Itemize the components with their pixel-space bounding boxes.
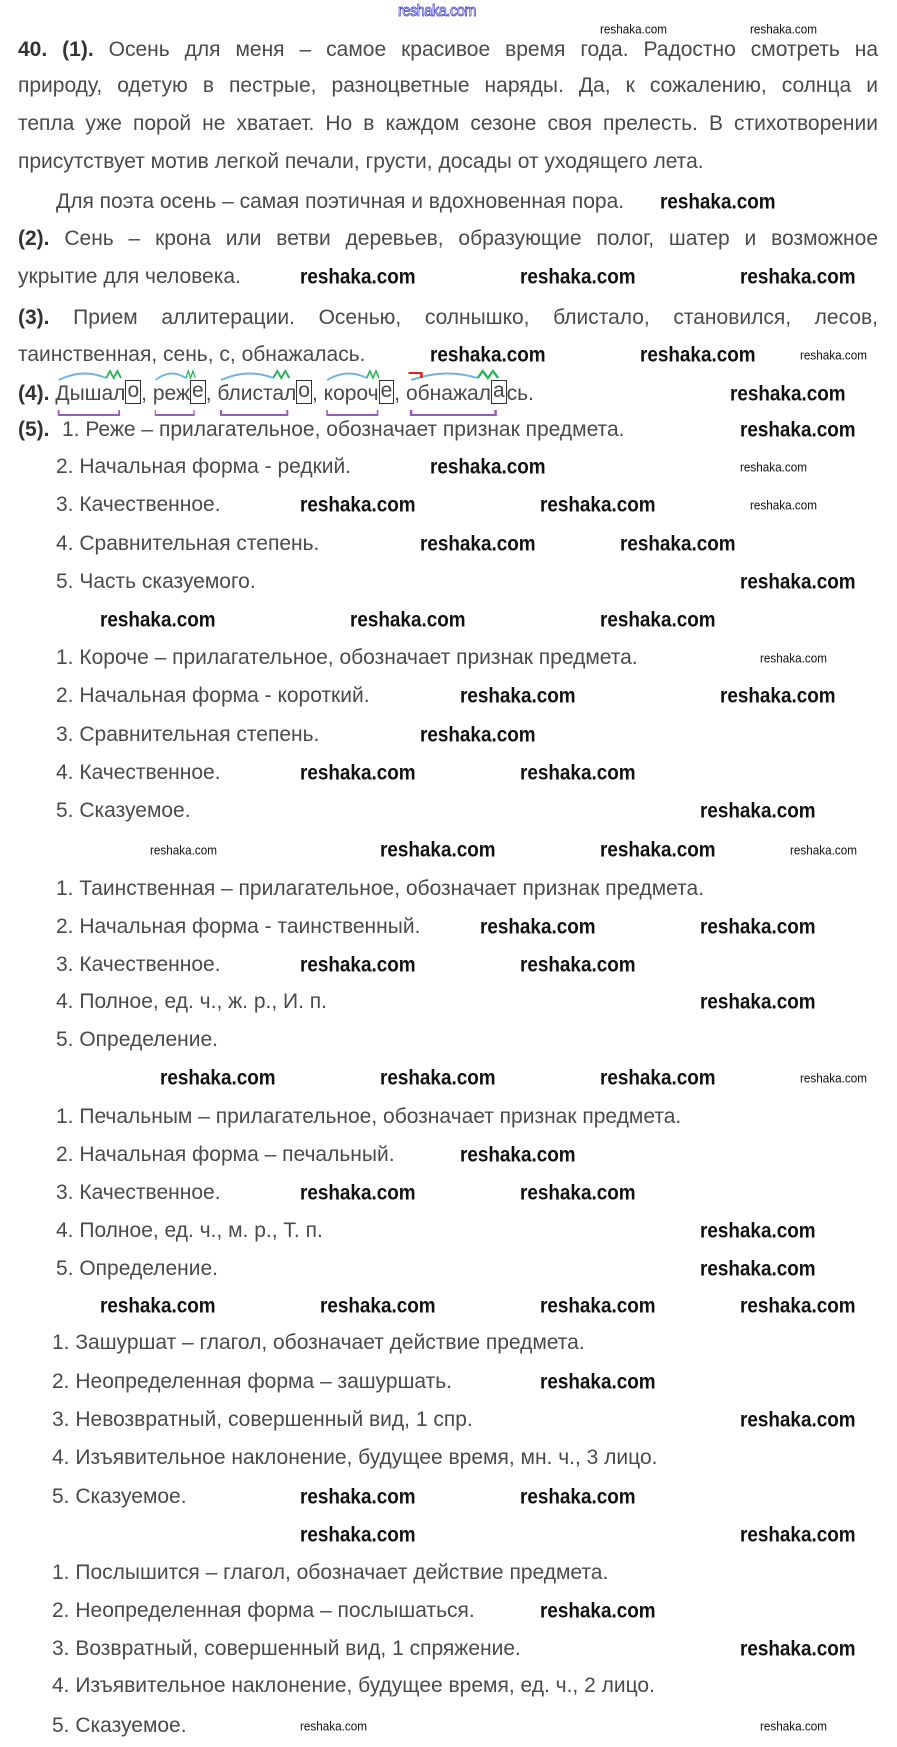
watermark: reshaka.com [740, 265, 856, 289]
watermark: reshaka.com [800, 1070, 867, 1086]
watermark: reshaka.com [700, 1219, 816, 1243]
answer-item: 5. Сказуемое. [52, 1485, 187, 1508]
watermark: reshaka.com [540, 1599, 656, 1623]
watermark: reshaka.com [540, 1370, 656, 1394]
watermark: reshaka.com [540, 1294, 656, 1318]
watermark: reshaka.com [300, 493, 416, 517]
answer-item: 1. Печальным – прилагательное, обозначает признак предмета. [56, 1105, 682, 1128]
watermark: reshaka.com [320, 1294, 436, 1318]
ending-box: о [127, 379, 140, 403]
paragraph-2-line: (2). Сень – крона или ветви деревьев, образующие полог, шатер и возможное [18, 227, 878, 250]
word-tail: , [205, 382, 212, 405]
watermark: reshaka.com [620, 532, 736, 556]
watermark: reshaka.com [740, 1637, 856, 1661]
word-stem: обнажал [405, 382, 491, 405]
watermark: reshaka.com [520, 761, 636, 785]
watermark: reshaka.com [420, 532, 536, 556]
watermark: reshaka.com [740, 1294, 856, 1318]
answer-item: 4. Изъявительное наклонение, будущее время, мн. ч., 3 лицо. [52, 1446, 658, 1469]
answer-item: 1. Послышится – глагол, обозначает действие предмета. [52, 1561, 609, 1584]
watermark: reshaka.com [600, 1066, 716, 1090]
watermark: reshaka.com [300, 953, 416, 977]
morpheme-analysis-line: (4). Дышало, реже, блистало, короче, обнажалась. [18, 382, 534, 406]
answer-item: 4. Сравнительная степень. [56, 532, 320, 555]
watermark: reshaka.com [750, 497, 817, 513]
morpheme-word [152, 379, 212, 406]
watermark: reshaka.com [700, 799, 816, 823]
answer-item: 1. Короче – прилагательное, обозначает признак предмета. [56, 646, 638, 669]
watermark: reshaka.com [790, 842, 857, 858]
paragraph-2-line: укрытие для человека. [18, 265, 241, 288]
watermark: reshaka.com [740, 1408, 856, 1432]
answer-item: 2. Начальная форма - редкий. [56, 455, 352, 478]
paragraph-1-line: 40. (1). Осень для меня – самое красивое время года. Радостно смотреть на [18, 38, 878, 61]
answer-item: 3. Качественное. [56, 493, 221, 516]
watermark: reshaka.com [520, 265, 636, 289]
watermark: reshaka.com [150, 842, 217, 858]
answer-item: 3. Невозвратный, совершенный вид, 1 спр. [52, 1408, 473, 1431]
paragraph-1-extra: Для поэта осень – самая поэтичная и вдохновенная пора. [56, 190, 625, 213]
answer-item: 1. Таинственная – прилагательное, обозначает признак предмета. [56, 877, 705, 900]
watermark: reshaka.com [300, 1181, 416, 1205]
watermark: reshaka.com [520, 1485, 636, 1509]
paragraph-5-label: (5). [18, 418, 50, 441]
answer-item: 2. Начальная форма - короткий. [56, 684, 370, 707]
watermark: reshaka.com [640, 343, 756, 367]
watermark: reshaka.com [740, 459, 807, 475]
watermark: reshaka.com [600, 608, 716, 632]
watermark: reshaka.com [480, 915, 596, 939]
watermark: reshaka.com [600, 21, 667, 37]
answer-item: 4. Изъявительное наклонение, будущее время, ед. ч., 2 лицо. [52, 1674, 655, 1697]
watermark: reshaka.com [430, 455, 546, 479]
answer-item: 5. Определение. [56, 1257, 218, 1280]
watermark: reshaka.com [300, 761, 416, 785]
answer-item: 2. Неопределенная форма – послышаться. [52, 1599, 475, 1622]
answer-item: 2. Неопределенная форма – зашуршать. [52, 1370, 453, 1393]
watermark: reshaka.com [300, 1718, 367, 1734]
watermark: reshaka.com [520, 1181, 636, 1205]
watermark: reshaka.com [540, 493, 656, 517]
answer-item: 1. Реже – прилагательное, обозначает признак предмета. [62, 418, 625, 441]
watermark: reshaka.com [430, 343, 546, 367]
watermark: reshaka.com [300, 1485, 416, 1509]
answer-item: 1. Зашуршат – глагол, обозначает действие предмета. [52, 1331, 585, 1354]
paragraph-1-line: присутствует мотив легкой печали, грусти, досады от уходящего лета. [18, 150, 704, 173]
answer-item: 3. Качественное. [56, 953, 221, 976]
word-tail: , [311, 382, 318, 405]
watermark: reshaka.com [350, 608, 466, 632]
word-stem: Дышал [55, 382, 126, 405]
ending-box: о [298, 379, 310, 403]
ending-box: е [380, 379, 393, 403]
word-stem: блистал [217, 382, 297, 405]
morpheme-word [217, 379, 318, 406]
paragraph-3-line: таинственная, сень, с, обнажалась. [18, 343, 366, 366]
watermark: reshaka.com [760, 1718, 827, 1734]
watermark: reshaka.com [700, 915, 816, 939]
watermark: reshaka.com [100, 1294, 216, 1318]
watermark: reshaka.com [740, 570, 856, 594]
watermark: reshaka.com [160, 1066, 276, 1090]
watermark: reshaka.com [100, 608, 216, 632]
answer-item: 4. Полное, ед. ч., ж. р., И. п. [56, 990, 327, 1013]
ending-box: а [492, 379, 505, 403]
watermark: reshaka.com [460, 684, 576, 708]
paragraph-1-line: природу, одетую в пестрые, разноцветные наряды. Да, к сожалению, солнца и [18, 74, 878, 97]
answer-item: 2. Начальная форма - таинственный. [56, 915, 421, 938]
watermark: reshaka.com [730, 382, 846, 406]
watermark: reshaka.com [420, 723, 536, 747]
morpheme-word [405, 379, 534, 406]
answer-item: 4. Качественное. [56, 761, 221, 784]
answer-item: 5. Сказуемое. [52, 1714, 187, 1737]
answer-item: 3. Сравнительная степень. [56, 723, 320, 746]
paragraph-3-line: (3). Прием аллитерации. Осенью, солнышко, блистало, становился, лесов, [18, 306, 878, 329]
watermark: reshaka.com [460, 1143, 576, 1167]
answer-item: 2. Начальная форма – печальный. [56, 1143, 395, 1166]
answer-item: 5. Определение. [56, 1028, 218, 1051]
watermark: reshaka.com [700, 1257, 816, 1281]
word-stem: короч [323, 382, 379, 405]
watermark: reshaka.com [660, 190, 776, 214]
watermark: reshaka.com [380, 1066, 496, 1090]
watermark: reshaka.com [300, 265, 416, 289]
watermark: reshaka.com [740, 1523, 856, 1547]
answer-item: 4. Полное, ед. ч., м. р., Т. п. [56, 1219, 323, 1242]
paragraph-1-line: тепла уже порой не хватает. Но в каждом сезоне своя прелесть. В стихотворении [18, 112, 878, 135]
ending-box: е [192, 379, 204, 403]
answer-item: 3. Возвратный, совершенный вид, 1 спряжение. [52, 1637, 521, 1660]
answer-item: 5. Часть сказуемого. [56, 570, 256, 593]
watermark: reshaka.com [380, 838, 496, 862]
word-tail: , [141, 382, 147, 405]
answer-item: 3. Качественное. [56, 1181, 221, 1204]
watermark: reshaka.com [740, 418, 856, 442]
watermark: reshaka.com [720, 684, 836, 708]
word-tail: , [394, 382, 401, 405]
word-tail: сь. [506, 382, 534, 405]
word-stem: реж [152, 382, 190, 405]
header-watermark: reshaka.com [398, 1, 477, 20]
answer-item: 5. Сказуемое. [56, 799, 191, 822]
task-number: 40. (1). [18, 38, 94, 61]
watermark: reshaka.com [750, 21, 817, 37]
watermark: reshaka.com [800, 347, 867, 363]
watermark: reshaka.com [300, 1523, 416, 1547]
morpheme-word [55, 379, 147, 406]
watermark: reshaka.com [700, 990, 816, 1014]
watermark: reshaka.com [760, 650, 827, 666]
watermark: reshaka.com [520, 953, 636, 977]
watermark: reshaka.com [600, 838, 716, 862]
morpheme-word [323, 379, 401, 406]
